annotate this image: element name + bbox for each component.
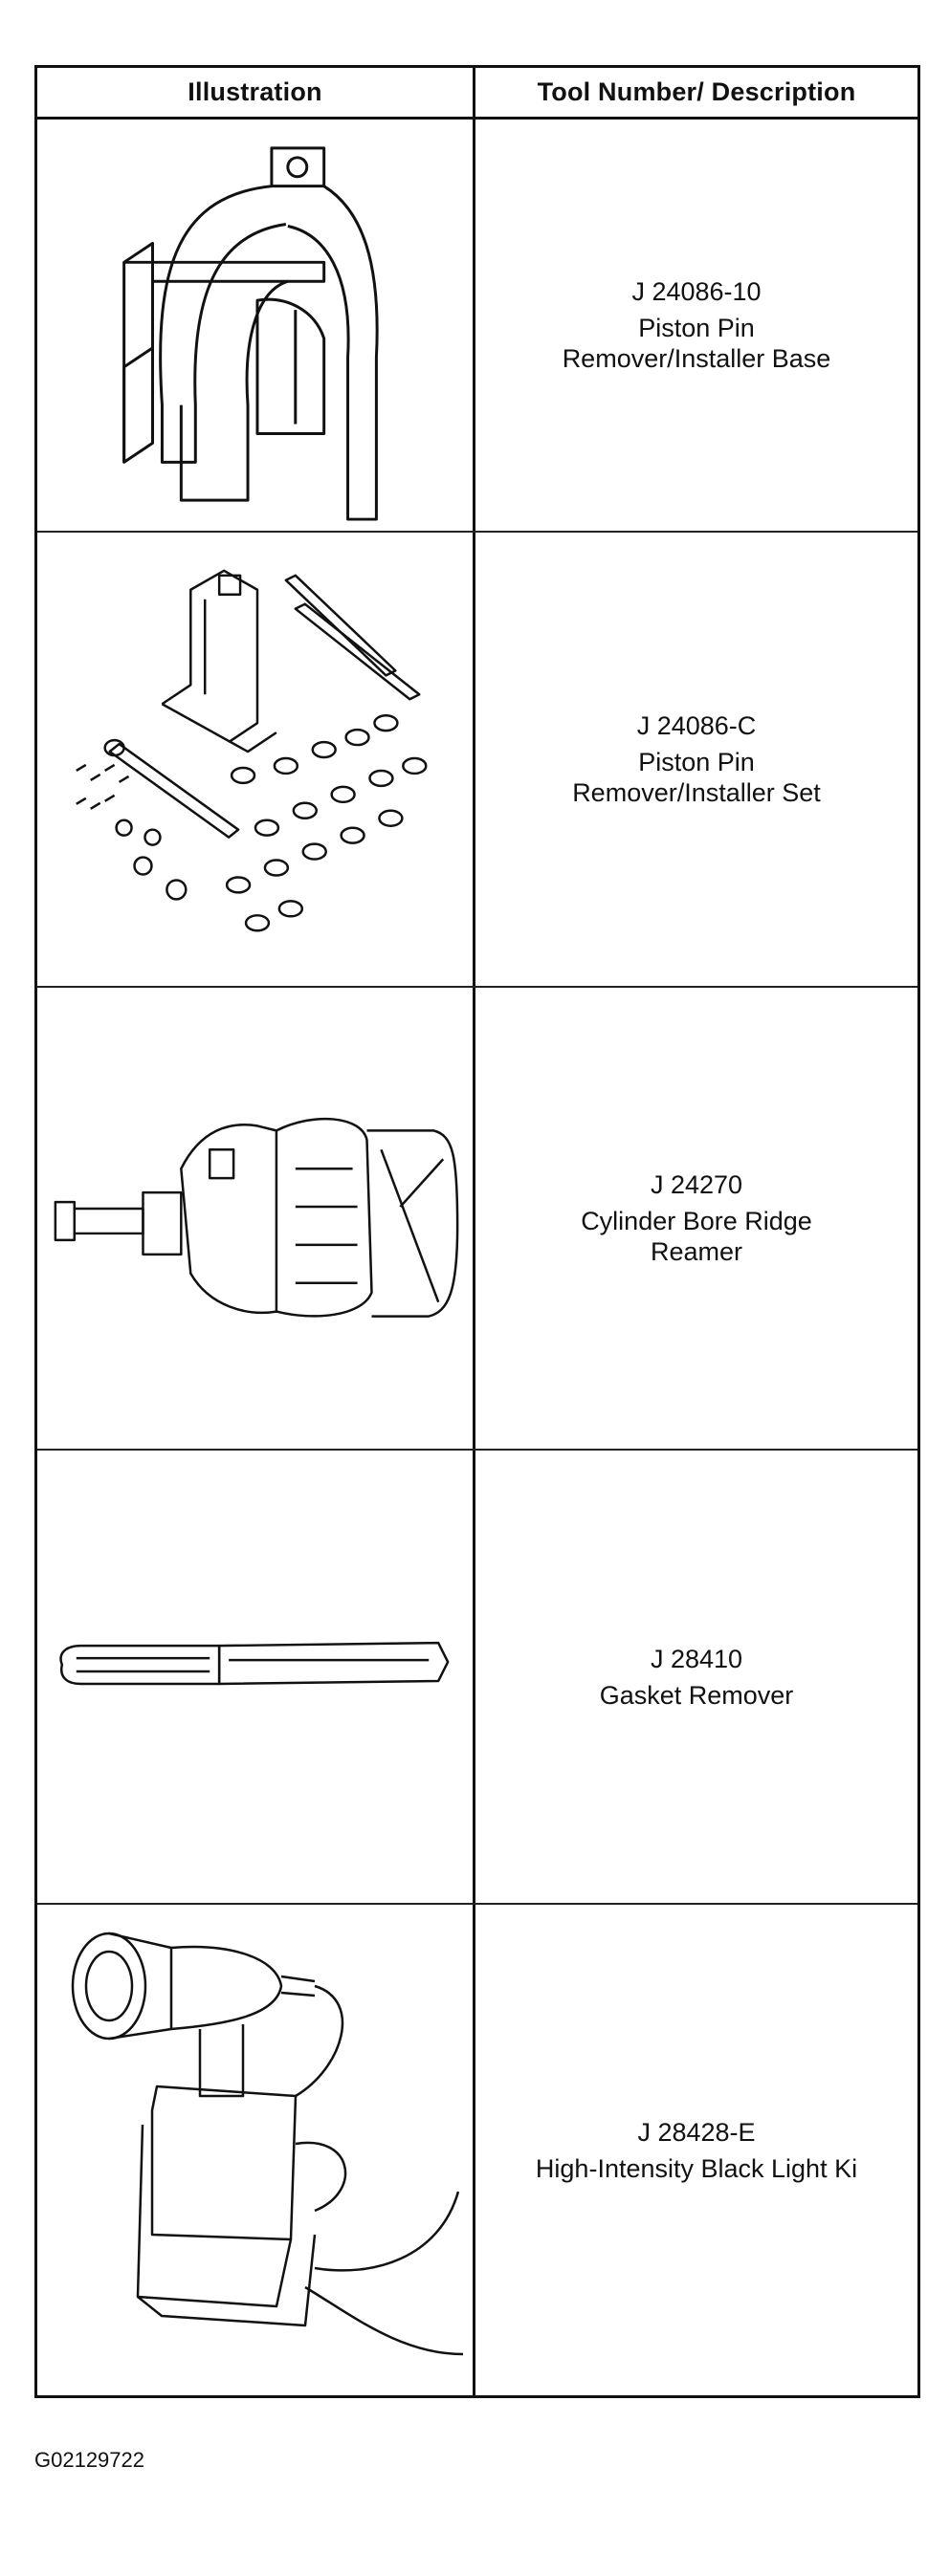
tool-name-line1: Cylinder Bore Ridge bbox=[581, 1207, 812, 1235]
table-row bbox=[37, 988, 917, 1451]
ridge-reamer-illustration bbox=[37, 988, 473, 1449]
figure-id: G02129722 bbox=[34, 2448, 144, 2472]
piston-pin-set-illustration bbox=[37, 533, 473, 986]
table-header bbox=[37, 68, 917, 120]
tool-description bbox=[475, 988, 917, 1449]
table-row bbox=[37, 120, 917, 533]
header-description: Tool Number/ Description bbox=[537, 77, 856, 106]
tool-name-line1: High-Intensity Black Light Ki bbox=[535, 2153, 858, 2183]
tool-name-line1: Gasket Remover bbox=[599, 1680, 794, 1710]
header-illustration: Illustration bbox=[188, 77, 322, 106]
special-tools-table bbox=[34, 65, 920, 2398]
tool-number: J 24086-C bbox=[636, 711, 757, 740]
tool-name-line2: Remover/Installer Set bbox=[572, 778, 821, 807]
tool-description bbox=[475, 1905, 917, 2395]
tool-name-line2: Reamer bbox=[650, 1237, 743, 1266]
tool-description bbox=[475, 533, 917, 986]
piston-pin-base-illustration bbox=[37, 120, 473, 531]
tool-name-line2: Remover/Installer Base bbox=[562, 344, 831, 373]
tool-number: J 28410 bbox=[650, 1644, 743, 1673]
tool-name-line1: Piston Pin bbox=[638, 314, 755, 342]
tool-description bbox=[475, 1451, 917, 1903]
tool-number: J 24270 bbox=[650, 1170, 743, 1199]
tool-number: J 28428-E bbox=[637, 2117, 756, 2147]
black-light-kit-illustration bbox=[37, 1905, 473, 2395]
gasket-remover-illustration bbox=[37, 1451, 473, 1903]
table-row bbox=[37, 1451, 917, 1905]
tool-number: J 24086-10 bbox=[631, 277, 762, 306]
tool-name-line1: Piston Pin bbox=[638, 748, 755, 776]
table-row bbox=[37, 1905, 917, 2395]
tool-description bbox=[475, 120, 917, 531]
table-row bbox=[37, 533, 917, 988]
